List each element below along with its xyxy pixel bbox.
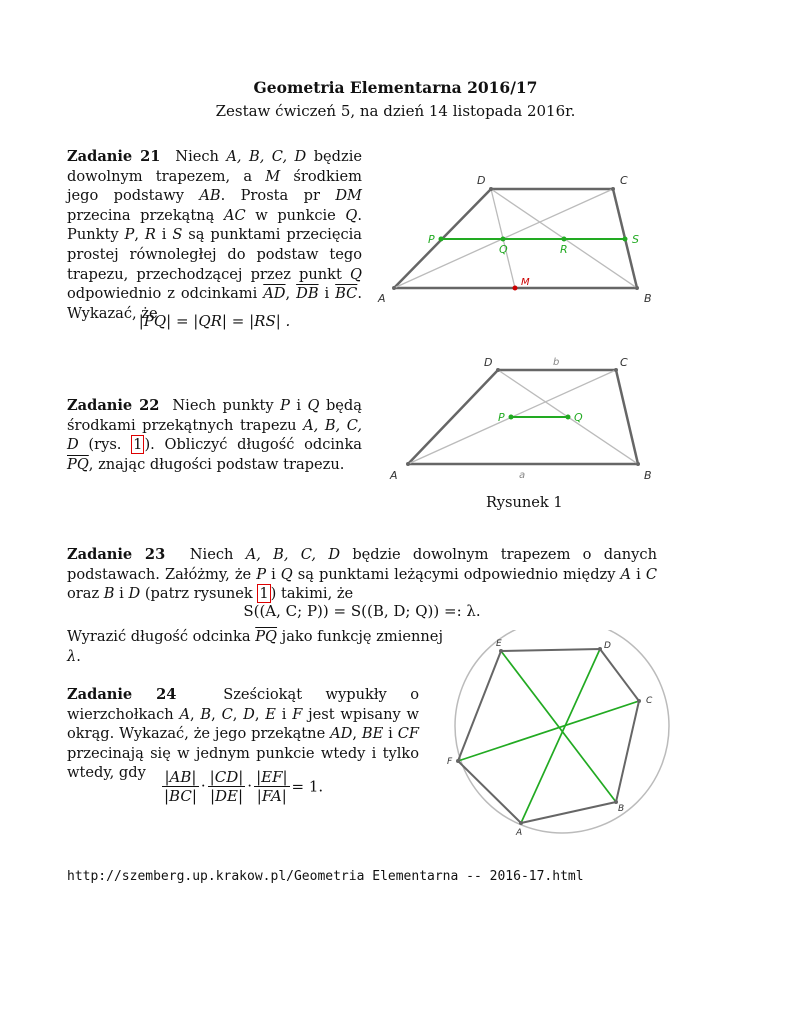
label-r: R xyxy=(560,243,568,256)
segment: $\overline{BC}$ xyxy=(335,285,358,303)
diagonal-cf xyxy=(458,701,639,761)
vertex-c xyxy=(614,368,618,372)
vertex-d xyxy=(598,647,602,651)
math: Q xyxy=(307,397,320,414)
text: przecina przekątną xyxy=(67,206,224,224)
numerator: |AB| xyxy=(162,768,199,787)
text: i xyxy=(289,397,308,414)
label-m: M xyxy=(521,277,530,288)
segment: $\overline{PQ}$ xyxy=(255,628,278,645)
math: BE xyxy=(361,725,384,743)
math: AB xyxy=(199,187,221,205)
math: P xyxy=(280,397,290,414)
text: , xyxy=(134,226,145,244)
math: R xyxy=(144,226,156,244)
label-a-base: a xyxy=(519,470,526,481)
math: E xyxy=(265,705,276,723)
exercise-23-question xyxy=(67,627,447,666)
math: DM xyxy=(335,187,362,205)
exercise-22 xyxy=(67,396,362,474)
point-p xyxy=(509,415,514,420)
text: , znając długości podstaw trapezu. xyxy=(88,455,345,473)
fraction xyxy=(162,768,199,805)
exercise-21 xyxy=(67,147,362,323)
text: Niech xyxy=(175,148,227,165)
math: CF xyxy=(397,725,419,743)
text: . xyxy=(76,647,81,665)
segment: $\overline{AD}$ xyxy=(263,285,286,303)
vertex-b xyxy=(636,462,640,466)
label-b-base: b xyxy=(553,357,560,368)
text: są punktami leżącymi odpowiednio między xyxy=(292,565,621,583)
text: i xyxy=(155,226,173,244)
figure-trapezoid-pq xyxy=(380,350,670,490)
label-c: C xyxy=(646,696,653,706)
exercise-24-equation xyxy=(160,768,323,805)
label-p: P xyxy=(428,233,435,246)
label-c: C xyxy=(620,356,628,369)
dot-operator: · xyxy=(247,776,253,795)
label-a: A xyxy=(516,828,523,838)
segment: $\overline{PQ}$ xyxy=(67,455,89,473)
equation-rhs: = 1. xyxy=(291,777,324,796)
text: Niech punkty xyxy=(172,397,281,414)
segment: $\overline{DB}$ xyxy=(296,285,319,303)
exercise-23 xyxy=(67,545,657,604)
math: F xyxy=(292,705,303,723)
point-p xyxy=(439,237,444,242)
text: , xyxy=(352,725,362,743)
point-q xyxy=(501,237,506,242)
fraction xyxy=(254,768,289,805)
math: A, B, C, D xyxy=(67,416,362,454)
text: będą środkami przekątnych trapezu xyxy=(67,397,362,434)
math: λ xyxy=(67,647,77,665)
text: , xyxy=(254,705,266,723)
fraction xyxy=(208,768,246,805)
text: w punkcie xyxy=(245,206,346,224)
exercise-21-equation: |PQ| = |QR| = |RS| . xyxy=(138,312,291,330)
figure-hexagon-circle xyxy=(440,630,670,840)
text: , xyxy=(211,705,222,723)
page-title: Geometria Elementarna 2016/17 xyxy=(253,78,538,97)
figure-trapezoid-pqrs xyxy=(370,170,670,310)
label-q: Q xyxy=(574,411,583,424)
exercise-22-label: Zadanie 22 xyxy=(67,397,160,414)
math: D xyxy=(243,705,255,723)
math: C xyxy=(645,565,657,583)
label-e: E xyxy=(496,639,502,649)
text: przecinają się w jednym punkcie wtedy i tylko wtedy, gdy xyxy=(67,744,419,782)
text: jako funkcję zmiennej xyxy=(277,628,443,645)
label-d: D xyxy=(484,356,493,369)
vertex-a xyxy=(406,462,410,466)
text: i xyxy=(383,725,398,743)
denominator: |FA| xyxy=(256,787,287,805)
vertex-d xyxy=(496,368,500,372)
text: i xyxy=(275,705,293,723)
vertex-b xyxy=(635,286,639,290)
label-b: B xyxy=(618,804,625,814)
exercise-23-label: Zadanie 23 xyxy=(67,546,166,563)
math: Q xyxy=(280,565,293,583)
point-m xyxy=(513,286,518,291)
vertex-a xyxy=(392,286,396,290)
exercise-24-label: Zadanie 24 xyxy=(67,686,177,703)
label-c: C xyxy=(620,174,628,187)
math: P xyxy=(256,565,267,583)
denominator: |DE| xyxy=(209,787,244,805)
label-b: B xyxy=(644,469,652,482)
vertex-a xyxy=(519,821,523,825)
text: będzie dowolnym trapezem o danych podstawach. Załóżmy, że xyxy=(67,546,657,583)
math: AC xyxy=(223,206,246,224)
math: A xyxy=(620,565,632,583)
figure-ref-link[interactable]: 1 xyxy=(259,585,269,603)
text: odpowiednio z odcinkami xyxy=(67,285,264,303)
point-s xyxy=(623,237,628,242)
text: . Prosta pr xyxy=(220,187,336,205)
edge-ad xyxy=(408,370,498,464)
label-q: Q xyxy=(499,243,508,256)
text: Sześciokąt wypukły o wierzchołkach xyxy=(67,686,419,723)
math: C xyxy=(221,705,233,723)
diagonal-be xyxy=(501,651,616,802)
math: B xyxy=(200,705,212,723)
math: M xyxy=(265,167,281,185)
text: oraz xyxy=(67,585,104,603)
footer-url[interactable]: http://szemberg.up.krakow.pl/Geometria Elementarna -- 2016-17.html xyxy=(67,869,584,884)
label-f: F xyxy=(447,757,453,767)
math: S xyxy=(172,226,183,244)
text: i xyxy=(631,565,646,583)
text: , xyxy=(190,705,201,723)
dot-operator: · xyxy=(200,776,206,795)
vertex-c xyxy=(611,187,615,191)
vertex-f xyxy=(456,759,460,763)
math: P xyxy=(124,226,135,244)
text: , xyxy=(232,705,244,723)
denominator: |BC| xyxy=(164,787,197,805)
text: i xyxy=(266,565,281,583)
math: B xyxy=(103,585,115,603)
text: Wyrazić długość odcinka xyxy=(67,628,256,645)
vertex-e xyxy=(499,649,503,653)
point-r xyxy=(562,237,567,242)
page-subtitle: Zestaw ćwiczeń 5, na dzień 14 listopada 2016r. xyxy=(215,102,576,120)
label-b: B xyxy=(644,292,652,305)
label-d: D xyxy=(477,174,486,187)
math: A, B, C, D xyxy=(245,546,341,563)
text: . Punkty xyxy=(67,206,363,244)
vertex-c xyxy=(637,699,641,703)
text: (rys. xyxy=(78,436,132,454)
edge-cb xyxy=(616,370,638,464)
figure-caption: Rysunek 1 xyxy=(486,494,563,511)
text: , xyxy=(285,285,297,303)
exercise-21-label: Zadanie 21 xyxy=(67,148,161,165)
figure-ref-link[interactable]: 1 xyxy=(133,436,143,454)
text: będzie dowolnym trapezem, a xyxy=(67,148,363,185)
numerator: |CD| xyxy=(209,768,244,786)
math: Q xyxy=(350,265,362,283)
label-a: A xyxy=(390,469,398,482)
label-d: D xyxy=(604,641,611,651)
text: są punktami przecięcia prostej równoległej do podstaw tego trapezu, przechodzącej przez punkt xyxy=(67,226,363,283)
text: i xyxy=(318,285,336,303)
label-a: A xyxy=(378,292,386,305)
math: Q xyxy=(345,206,358,224)
math: AD xyxy=(330,725,353,743)
point-q xyxy=(566,415,571,420)
text: ) takimi, że xyxy=(270,585,354,603)
text: ). Obliczyć długość odcinka xyxy=(144,436,362,454)
exercise-23-equation: S((A, C; P)) = S((B, D; Q)) =: λ. xyxy=(243,602,481,620)
label-p: P xyxy=(498,411,505,424)
vertex-d xyxy=(489,187,493,191)
text: i xyxy=(114,585,129,603)
math: A xyxy=(179,705,190,723)
numerator: |EF| xyxy=(256,768,288,786)
math: A, B, C, D xyxy=(226,148,307,165)
text: środkiem jego podstawy xyxy=(67,167,363,205)
label-s: S xyxy=(632,233,639,246)
math: D xyxy=(128,585,141,603)
text: (patrz rysunek xyxy=(140,585,258,603)
text: . Wykazać, że xyxy=(67,285,362,322)
text: Niech xyxy=(189,546,246,563)
text: jest wpisany w okrąg. Wykazać, że jego przekątne xyxy=(67,705,420,743)
